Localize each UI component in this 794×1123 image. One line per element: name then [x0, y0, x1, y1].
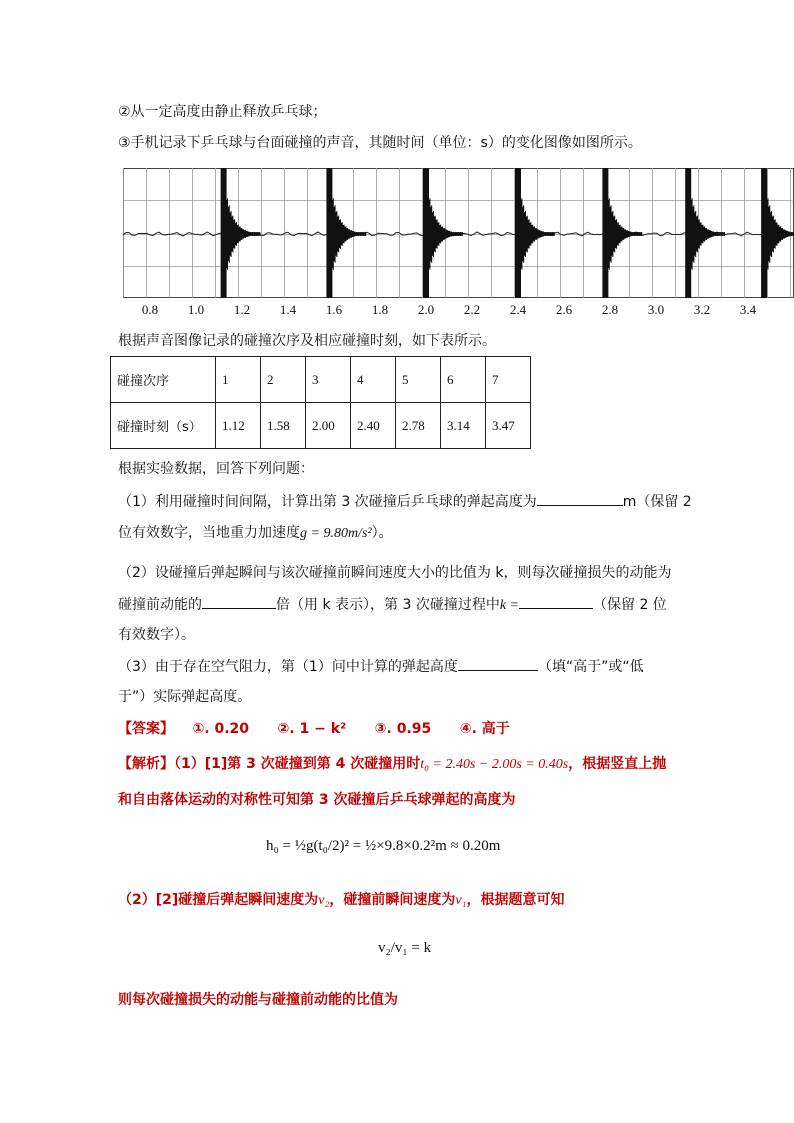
step-3: ③手机记录下乒乓球与台面碰撞的声音，其随时间（单位：s）的变化图像如图所示。: [118, 135, 642, 151]
axis-tick-label: 1.0: [187, 302, 205, 317]
axis-tick-label: 1.6: [325, 302, 343, 317]
table-cell: 2.00: [306, 403, 351, 449]
answer-blank: [202, 594, 276, 609]
axis-tick-label: 3.0: [647, 302, 665, 317]
row-header: 碰撞次序: [111, 357, 216, 403]
answer-blank: [519, 594, 593, 609]
table-cell: 7: [486, 357, 531, 403]
axis-tick-label: 3.2: [693, 302, 711, 317]
axis-tick-label: 0.8: [141, 302, 159, 317]
question-1-line-1: （1）利用碰撞时间间隔，计算出第 3 次碰撞后乒乓球的弹起高度为 m（保留 2: [118, 491, 692, 512]
answer-4: ④. 高于: [459, 721, 510, 737]
velocity-ratio-equation: v₂/v₁ = k: [378, 940, 432, 956]
analysis-line-2: 和自由落体运动的对称性可知第 3 次碰撞后乒乓球弹起的高度为: [118, 792, 516, 808]
collision-spike: [761, 168, 767, 298]
height-equation: h₀ = ½g(t₀/2)² = ½×9.8×0.2²m ≈ 0.20m: [266, 838, 501, 854]
table-cell: 5: [396, 357, 441, 403]
axis-tick-label: 2.6: [555, 302, 573, 317]
table-row: [111, 403, 531, 449]
table-cell: 3.47: [486, 403, 531, 449]
axis-tick-label: 2.4: [509, 302, 527, 317]
table-cell: 1.58: [261, 403, 306, 449]
table-cell: 1: [216, 357, 261, 403]
question-1-line-2: 位有效数字，当地重力加速度g = 9.80m/s²）。: [118, 525, 393, 541]
table-cell: 4: [351, 357, 396, 403]
collision-spike: [423, 168, 429, 298]
table-row: [111, 357, 531, 403]
table-cell: 2.78: [396, 403, 441, 449]
axis-tick-label: 2.2: [463, 302, 481, 317]
table-intro: 根据声音图像记录的碰撞次序及相应碰撞时刻，如下表所示。: [118, 333, 496, 349]
axis-tick-label: 2.8: [601, 302, 619, 317]
collision-spike: [326, 168, 332, 298]
axis-tick-label: 3.4: [739, 302, 757, 317]
analysis-label: 【解析】: [118, 756, 174, 772]
answer-blank: [458, 656, 538, 671]
row-header: 碰撞时刻（s）: [111, 403, 216, 449]
time-axis-ticks: [0, 302, 794, 320]
answer-3: ③. 0.95: [374, 721, 432, 737]
axis-tick-label: 1.8: [371, 302, 389, 317]
collision-spike: [602, 168, 608, 298]
collision-spike: [221, 168, 227, 298]
table-cell: 2: [261, 357, 306, 403]
table-cell: 3.14: [441, 403, 486, 449]
axis-tick-label: 2.0: [417, 302, 435, 317]
collision-spike: [515, 168, 521, 298]
question-3-line-2: 于”）实际弹起高度。: [118, 689, 252, 705]
answer-blank: [537, 491, 623, 506]
axis-tick-label: 1.2: [233, 302, 251, 317]
question-intro: 根据实验数据，回答下列问题：: [118, 461, 314, 477]
analysis-line-4: 则每次碰撞损失的动能与碰撞前动能的比值为: [118, 992, 398, 1008]
question-3-line-1: （3）由于存在空气阻力，第（1）问中计算的弹起高度 （填“高于”或“低: [118, 656, 644, 677]
table-cell: 3: [306, 357, 351, 403]
answer-line: [118, 719, 510, 739]
table-cell: 6: [441, 357, 486, 403]
sound-waveform-chart: [123, 168, 794, 298]
answer-1: ①. 0.20: [192, 721, 250, 737]
collision-spike: [685, 168, 691, 298]
analysis-line-3: （2）[2]碰撞后弹起瞬间速度为v₂，碰撞前瞬间速度为v₁，根据题意可知: [118, 892, 565, 908]
table-cell: 2.40: [351, 403, 396, 449]
axis-tick-label: 1.4: [279, 302, 297, 317]
question-2-line-3: 有效数字）。: [118, 627, 195, 643]
answer-label: 【答案】: [118, 721, 174, 737]
table-cell: 1.12: [216, 403, 261, 449]
step-2: ②从一定高度由静止释放乒乓球；: [118, 104, 327, 120]
analysis-line-1: 【解析】（1）[1]第 3 次碰撞到第 4 次碰撞用时t₀ = 2.40s − 2.00s = 0.40s，根据竖直上抛: [118, 756, 667, 772]
answer-2: ②. 1 − k²: [277, 721, 347, 737]
collision-table: [110, 356, 531, 449]
question-2-line-1: （2）设碰撞后弹起瞬间与该次碰撞前瞬间速度大小的比值为 k，则每次碰撞损失的动能为: [118, 565, 672, 581]
question-2-line-2: 碰撞前动能的 倍（用 k 表示），第 3 次碰撞过程中k = （保留 2 位: [118, 594, 667, 616]
